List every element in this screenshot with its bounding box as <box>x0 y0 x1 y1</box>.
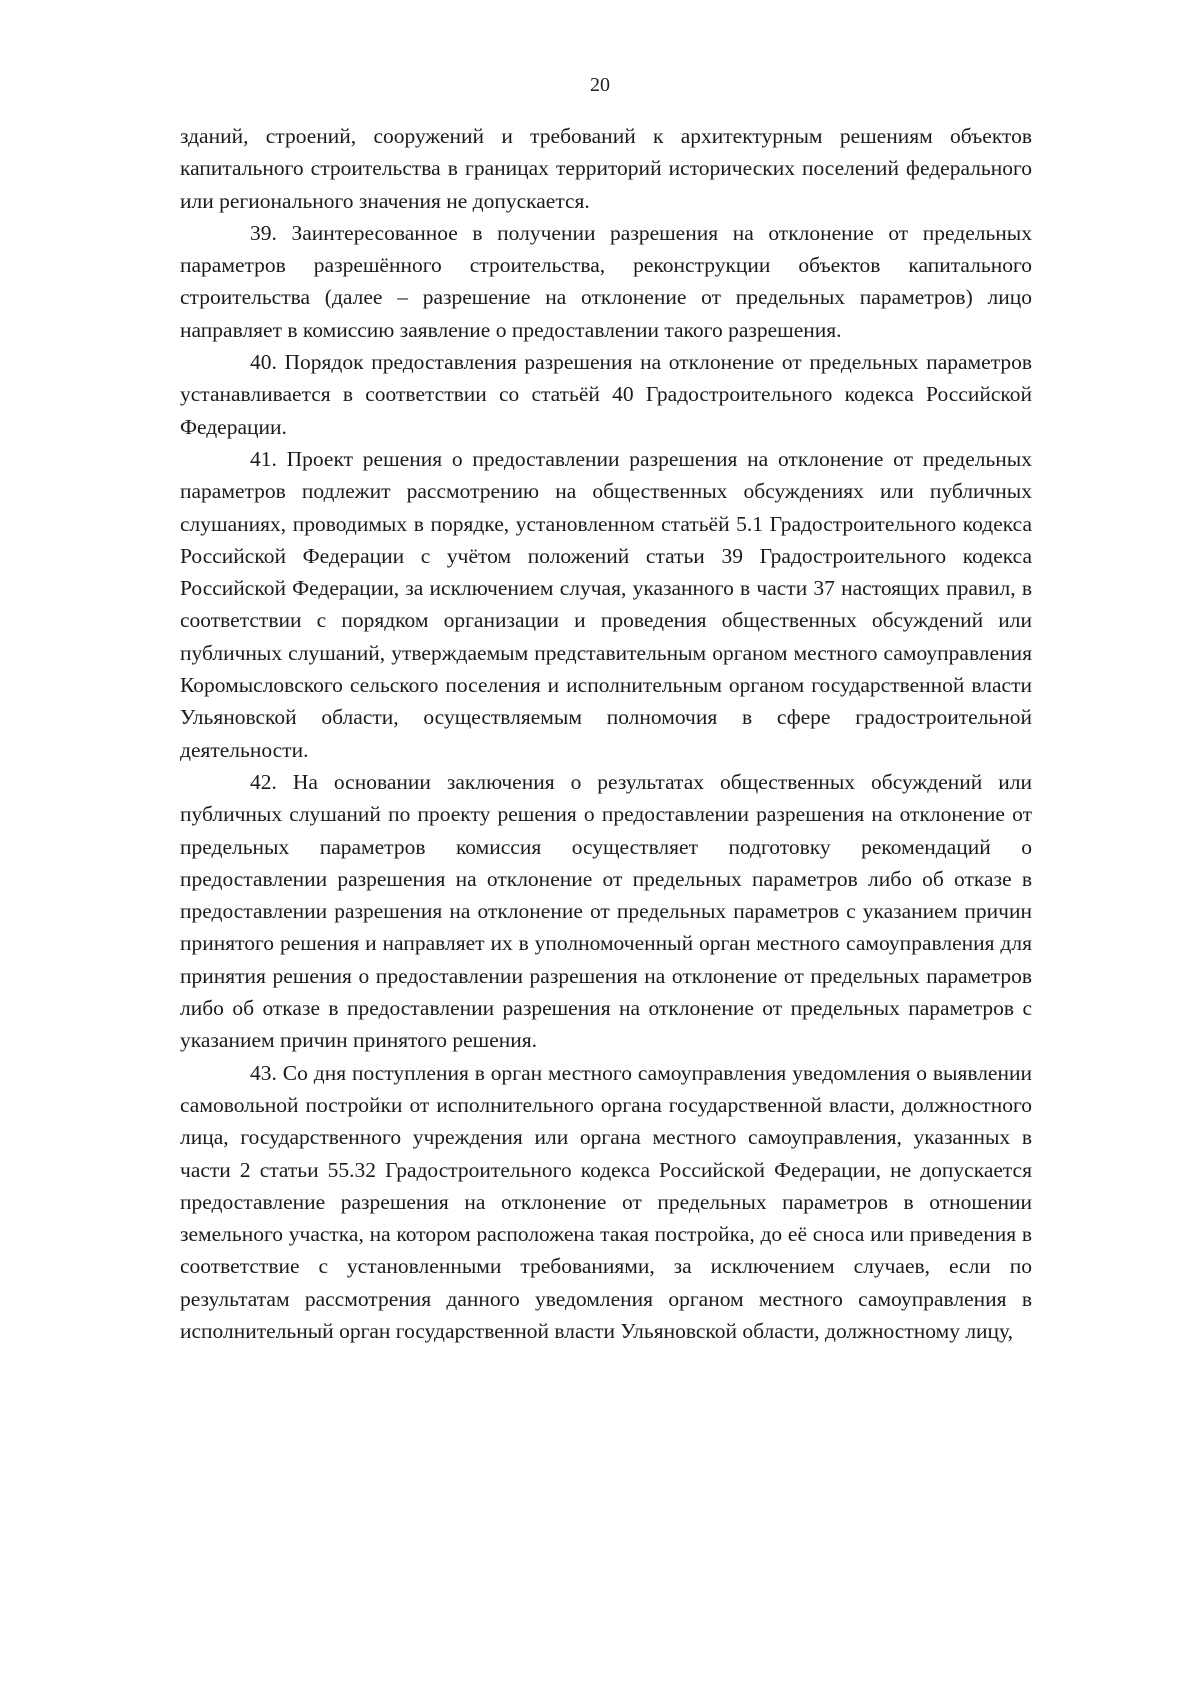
paragraph-41: 41. Проект решения о предоставлении разрешения на отклонение от предельных параметров подлежит рассмотрению на общественных обсуждениях или публичных слушаниях, проводимых в порядке, установленном статьёй 5.1 Градостроительного кодекса Российской Федерации с учётом положений статьи 39 Градостроительного кодекса Российской Федерации, за исключением случая, указанного в части 37 настоящих правил, в соответствии с порядком организации и проведения общественных обсуждений или публичных слушаний, утверждаемым представительным органом местного самоуправления Коромысловского сельского поселения и исполнительным органом государственной власти Ульяновской области, осуществляемым полномочия в сфере градостроительной деятельности. <box>180 446 1032 762</box>
document-body <box>180 120 1032 1347</box>
paragraph-39: 39. Заинтересованное в получении разрешения на отклонение от предельных параметров разрешённого строительства, реконструкции объектов капитального строительства (далее – разрешение на отклонение от предельных параметров) лицо направляет в комиссию заявление о предоставлении такого разрешения. <box>180 220 1032 342</box>
paragraph-40: 40. Порядок предоставления разрешения на отклонение от предельных параметров устанавливается в соответствии со статьёй 40 Градостроительного кодекса Российской Федерации. <box>180 350 1032 439</box>
paragraph-43: 43. Со дня поступления в орган местного самоуправления уведомления о выявлении самовольной постройки от исполнительного органа государственной власти, должностного лица, государственного учреждения или органа местного самоуправления, указанных в части 2 статьи 55.32 Градостроительного кодекса Российской Федерации, не допускается предоставление разрешения на отклонение от предельных параметров в отношении земельного участка, на котором расположена такая постройка, до её сноса или приведения в соответствие с установленными требованиями, за исключением случаев, если по результатам рассмотрения данного уведомления органом местного самоуправления в исполнительный орган государственной власти Ульяновской области, должностному лицу, <box>180 1060 1032 1343</box>
paragraph-42: 42. На основании заключения о результатах общественных обсуждений или публичных слушаний по проекту решения о предоставлении разрешения на отклонение от предельных параметров комиссия осуществляет подготовку рекомендаций о предоставлении разрешения на отклонение от предельных параметров либо об отказе в предоставлении разрешения на отклонение от предельных параметров с указанием причин принятого решения и направляет их в уполномоченный орган местного самоуправления для принятия решения о предоставлении разрешения на отклонение от предельных параметров либо об отказе в предоставлении разрешения на отклонение от предельных параметров с указанием причин принятого решения. <box>180 769 1032 1053</box>
paragraph-continuation: зданий, строений, сооружений и требований к архитектурным решениям объектов капитального строительства в границах территорий исторических поселений федерального или регионального значения не допускается. <box>180 124 1032 213</box>
page-number: 20 <box>590 74 610 96</box>
